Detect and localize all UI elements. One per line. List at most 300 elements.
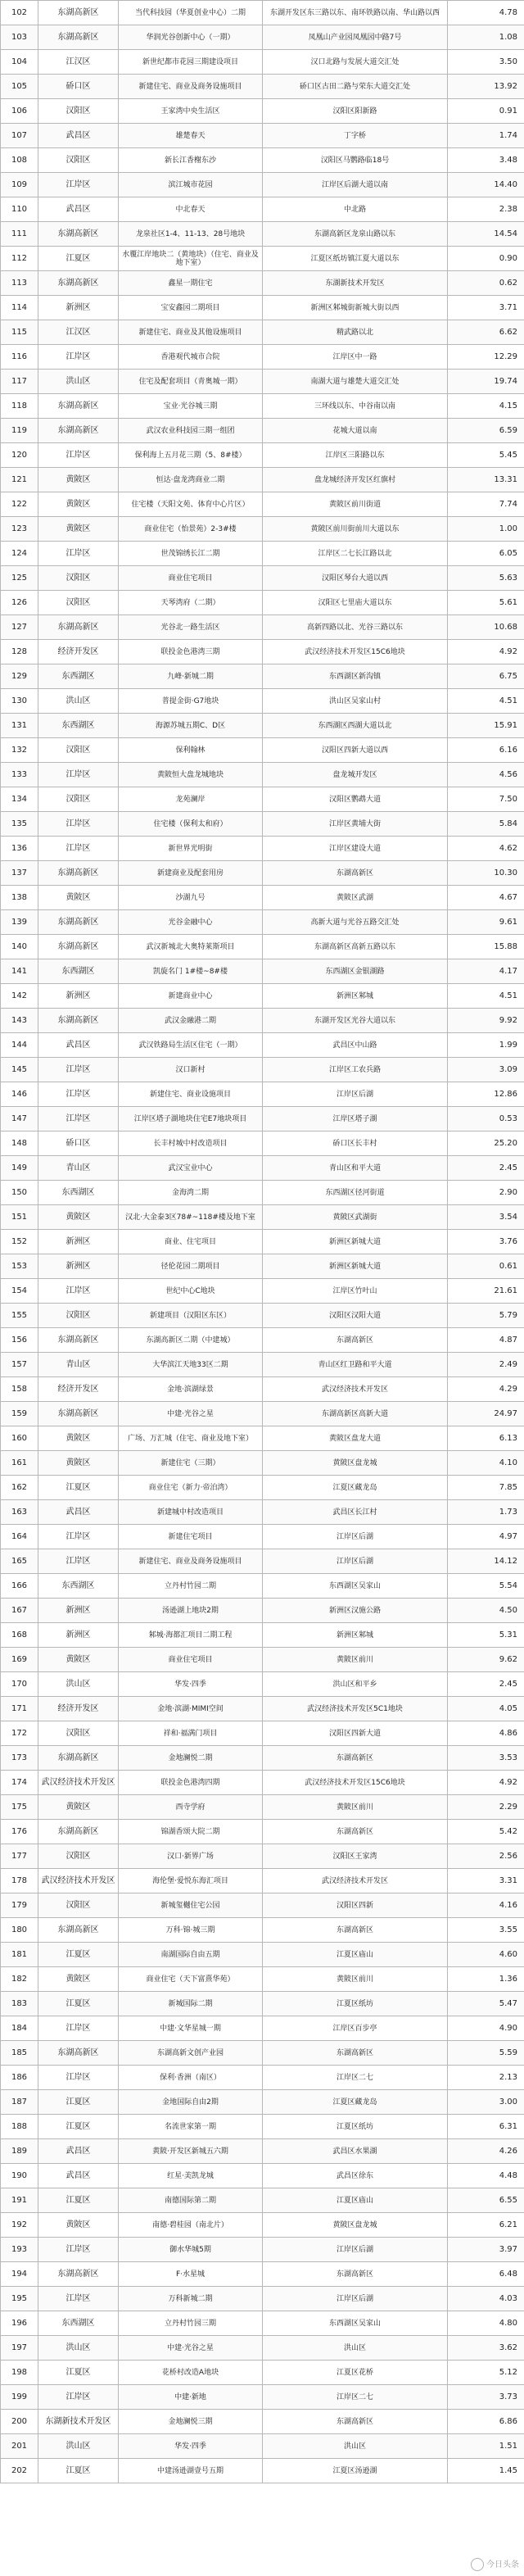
table-row	[1, 591, 524, 615]
location-cell: 武昌区长江村	[263, 1500, 448, 1525]
location-cell: 江夏区庙山	[263, 1943, 448, 1967]
row-number-cell: 102	[1, 1, 38, 25]
area-value-cell: 3.73	[448, 2385, 524, 2410]
area-value-cell: 6.62	[448, 320, 524, 345]
location-cell: 黄陂区武湖街	[263, 1205, 448, 1230]
area-value-cell: 15.88	[448, 935, 524, 959]
location-cell: 东湖开发区光谷大道以东	[263, 1009, 448, 1033]
table-row	[1, 2066, 524, 2090]
district-cell: 东湖高新区	[38, 1918, 119, 1943]
district-cell: 江夏区	[38, 2090, 119, 2115]
area-value-cell: 4.62	[448, 837, 524, 861]
district-cell: 新洲区	[38, 1623, 119, 1648]
district-cell: 江汉区	[38, 320, 119, 345]
table-row	[1, 394, 524, 419]
location-cell: 东湖高新区	[263, 1918, 448, 1943]
table-row	[1, 1771, 524, 1795]
area-value-cell: 3.71	[448, 296, 524, 320]
project-name-cell: 王家湾中央生活区	[119, 99, 263, 124]
district-cell: 武昌区	[38, 124, 119, 148]
district-cell: 洪山区	[38, 1672, 119, 1697]
location-cell: 新洲区邾城街新城大街以西	[263, 296, 448, 320]
district-cell: 新洲区	[38, 1230, 119, 1254]
area-value-cell: 5.47	[448, 1992, 524, 2016]
area-value-cell: 5.84	[448, 812, 524, 837]
row-number-cell: 149	[1, 1156, 38, 1181]
district-cell: 江岸区	[38, 763, 119, 787]
area-value-cell: 1.73	[448, 1500, 524, 1525]
district-cell: 东湖高新区	[38, 271, 119, 296]
area-value-cell: 6.21	[448, 2213, 524, 2238]
location-cell: 武昌区水果湖	[263, 2139, 448, 2164]
project-name-cell: 中建·光谷之星	[119, 2336, 263, 2361]
row-number-cell: 192	[1, 2213, 38, 2238]
area-value-cell: 1.99	[448, 1033, 524, 1058]
area-value-cell: 1.74	[448, 124, 524, 148]
table-row	[1, 2164, 524, 2188]
row-number-cell: 114	[1, 296, 38, 320]
row-number-cell: 147	[1, 1107, 38, 1132]
area-value-cell: 3.53	[448, 1746, 524, 1771]
area-value-cell: 21.61	[448, 1279, 524, 1304]
row-number-cell: 190	[1, 2164, 38, 2188]
area-value-cell: 4.56	[448, 763, 524, 787]
location-cell: 汉阳区四新大道以西	[263, 738, 448, 763]
area-value-cell: 6.59	[448, 419, 524, 443]
project-name-cell: 住宅及配套项目（青奥城一期）	[119, 370, 263, 394]
area-value-cell: 9.92	[448, 1009, 524, 1033]
area-value-cell: 7.85	[448, 1476, 524, 1500]
district-cell: 洪山区	[38, 2336, 119, 2361]
location-cell: 花城大道以南	[263, 419, 448, 443]
area-value-cell: 3.50	[448, 50, 524, 75]
table-row	[1, 2459, 524, 2483]
project-name-cell: 新建商业及配套用房	[119, 861, 263, 886]
area-value-cell: 6.05	[448, 542, 524, 566]
district-cell: 东湖高新区	[38, 222, 119, 247]
row-number-cell: 150	[1, 1181, 38, 1205]
district-cell: 洪山区	[38, 370, 119, 394]
district-cell: 江岸区	[38, 173, 119, 197]
location-cell: 江岸区后湖	[263, 1549, 448, 1574]
row-number-cell: 141	[1, 959, 38, 984]
project-name-cell: 金地澜悦二期	[119, 1746, 263, 1771]
location-cell: 汉阳区王家湾	[263, 1844, 448, 1869]
district-cell: 东西湖区	[38, 1181, 119, 1205]
area-value-cell: 1.08	[448, 25, 524, 50]
table-row	[1, 1697, 524, 1721]
district-cell: 东西湖区	[38, 2311, 119, 2336]
project-name-cell: 祥和·福满门项目	[119, 1721, 263, 1746]
row-number-cell: 156	[1, 1328, 38, 1353]
row-number-cell: 132	[1, 738, 38, 763]
table-row	[1, 148, 524, 173]
area-value-cell: 5.63	[448, 566, 524, 591]
row-number-cell: 193	[1, 2238, 38, 2262]
location-cell: 新洲区新城大道	[263, 1254, 448, 1279]
district-cell: 汉阳区	[38, 148, 119, 173]
table-row	[1, 1156, 524, 1181]
district-cell: 黄陂区	[38, 1205, 119, 1230]
area-value-cell: 0.91	[448, 99, 524, 124]
district-cell: 江岸区	[38, 1082, 119, 1107]
district-cell: 汉阳区	[38, 1893, 119, 1918]
table-row	[1, 345, 524, 370]
row-number-cell: 184	[1, 2016, 38, 2041]
location-cell: 东西湖区金银湖路	[263, 959, 448, 984]
area-value-cell: 0.90	[448, 247, 524, 271]
area-value-cell: 6.13	[448, 1426, 524, 1451]
location-cell: 江岸区三阳路以东	[263, 443, 448, 468]
project-name-cell: 汤逊湖上地块2期	[119, 1599, 263, 1623]
project-name-cell: 武汉金融港二期	[119, 1009, 263, 1033]
row-number-cell: 118	[1, 394, 38, 419]
area-value-cell: 5.12	[448, 2361, 524, 2385]
table-row	[1, 1623, 524, 1648]
project-name-cell: 当代科技园（华夏创业中心）二期	[119, 1, 263, 25]
location-cell: 青山区红卫路和平大道	[263, 1353, 448, 1377]
table-row	[1, 1721, 524, 1746]
location-cell: 江岸区二七长江路以北	[263, 542, 448, 566]
project-name-cell: 滨江城市花园	[119, 173, 263, 197]
table-row	[1, 1820, 524, 1844]
district-cell: 江岸区	[38, 2385, 119, 2410]
project-name-cell: 新建住宅、商业及商务设施项目	[119, 1549, 263, 1574]
row-number-cell: 180	[1, 1918, 38, 1943]
project-name-cell: 鑫星一期住宅	[119, 271, 263, 296]
row-number-cell: 120	[1, 443, 38, 468]
area-value-cell: 5.79	[448, 1304, 524, 1328]
project-name-cell: 商业住宅项目	[119, 566, 263, 591]
table-row	[1, 370, 524, 394]
location-cell: 东西湖区吴家山	[263, 1574, 448, 1599]
row-number-cell: 115	[1, 320, 38, 345]
table-row	[1, 1009, 524, 1033]
row-number-cell: 185	[1, 2041, 38, 2066]
district-cell: 江汉区	[38, 50, 119, 75]
location-cell: 江岸区竹叶山	[263, 1279, 448, 1304]
project-name-cell: 邾城·海都汇项目二期工程	[119, 1623, 263, 1648]
row-number-cell: 128	[1, 640, 38, 664]
row-number-cell: 177	[1, 1844, 38, 1869]
district-cell: 江岸区	[38, 1549, 119, 1574]
table-row	[1, 1746, 524, 1771]
table-row	[1, 640, 524, 664]
project-name-cell: 名流世家第一期	[119, 2115, 263, 2139]
area-value-cell: 9.61	[448, 910, 524, 935]
district-cell: 经济开发区	[38, 1697, 119, 1721]
table-row	[1, 1279, 524, 1304]
project-name-cell: 御水华城5期	[119, 2238, 263, 2262]
table-row	[1, 2287, 524, 2311]
area-value-cell: 1.36	[448, 1967, 524, 1992]
project-name-cell: 保利·香洲（南区）	[119, 2066, 263, 2090]
district-cell: 汉阳区	[38, 738, 119, 763]
district-cell: 硚口区	[38, 75, 119, 99]
location-cell: 东湖高新区	[263, 2041, 448, 2066]
row-number-cell: 175	[1, 1795, 38, 1820]
district-cell: 汉阳区	[38, 1304, 119, 1328]
area-value-cell: 5.61	[448, 591, 524, 615]
project-name-cell: 金海湾二期	[119, 1181, 263, 1205]
table-row	[1, 1648, 524, 1672]
location-cell: 汉阳区马鹦路临18号	[263, 148, 448, 173]
district-cell: 东湖高新区	[38, 1, 119, 25]
table-row	[1, 271, 524, 296]
location-cell: 硚口区长丰村	[263, 1132, 448, 1156]
location-cell: 盘龙城经济开发区红旗村	[263, 468, 448, 492]
location-cell: 江岸区黄埔大街	[263, 812, 448, 837]
area-value-cell: 3.48	[448, 148, 524, 173]
project-name-cell: 西寺学府	[119, 1795, 263, 1820]
district-cell: 武昌区	[38, 1500, 119, 1525]
project-name-cell: 香港观代城市合院	[119, 345, 263, 370]
location-cell: 江夏区花桥	[263, 2361, 448, 2385]
row-number-cell: 201	[1, 2434, 38, 2459]
table-row	[1, 1549, 524, 1574]
project-name-cell: 新世界光明街	[119, 837, 263, 861]
district-cell: 江岸区	[38, 2066, 119, 2090]
location-cell: 江夏区纸坊镇江夏大道以东	[263, 247, 448, 271]
project-name-cell: 大华滨江天地33区二期	[119, 1353, 263, 1377]
location-cell: 东湖高新区	[263, 2410, 448, 2434]
district-cell: 东湖高新区	[38, 1820, 119, 1844]
row-number-cell: 178	[1, 1869, 38, 1893]
area-value-cell: 10.68	[448, 615, 524, 640]
table-row	[1, 1205, 524, 1230]
district-cell: 武汉经济技术开发区	[38, 1869, 119, 1893]
table-row	[1, 910, 524, 935]
location-cell: 黄陂区前川街前川大道以东	[263, 517, 448, 542]
project-name-cell: 光谷北一路生活区	[119, 615, 263, 640]
row-number-cell: 143	[1, 1009, 38, 1033]
area-value-cell: 1.51	[448, 2434, 524, 2459]
district-cell: 东湖高新区	[38, 2041, 119, 2066]
table-row	[1, 1525, 524, 1549]
location-cell: 东西湖区西湖大道以北	[263, 714, 448, 738]
district-cell: 江岸区	[38, 345, 119, 370]
table-row	[1, 2336, 524, 2361]
district-cell: 江夏区	[38, 1943, 119, 1967]
table-row	[1, 861, 524, 886]
location-cell: 丁字桥	[263, 124, 448, 148]
location-cell: 武汉经济技术开发区	[263, 1377, 448, 1402]
row-number-cell: 121	[1, 468, 38, 492]
row-number-cell: 122	[1, 492, 38, 517]
district-cell: 硚口区	[38, 1132, 119, 1156]
area-value-cell: 2.38	[448, 197, 524, 222]
row-number-cell: 182	[1, 1967, 38, 1992]
table-row	[1, 1476, 524, 1500]
area-value-cell: 13.31	[448, 468, 524, 492]
location-cell: 江岸区工农兵路	[263, 1058, 448, 1082]
location-cell: 武汉经济技术开发区	[263, 1869, 448, 1893]
location-cell: 武昌区徐东	[263, 2164, 448, 2188]
table-row	[1, 615, 524, 640]
project-name-cell: 黄陂恒大盘龙城地块	[119, 763, 263, 787]
project-name-cell: 汉口·新界广场	[119, 1844, 263, 1869]
district-cell: 新洲区	[38, 296, 119, 320]
location-cell: 江岸区后湖	[263, 1525, 448, 1549]
table-row	[1, 2238, 524, 2262]
project-name-cell: 径伦花园二期项目	[119, 1254, 263, 1279]
area-value-cell: 4.26	[448, 2139, 524, 2164]
table-row	[1, 1402, 524, 1426]
project-name-cell: 保利海上五月花三期（5、8#楼）	[119, 443, 263, 468]
table-row	[1, 2041, 524, 2066]
location-cell: 东湖新技术开发区	[263, 271, 448, 296]
row-number-cell: 105	[1, 75, 38, 99]
watermark-text: 今日头条	[486, 2560, 519, 2569]
area-value-cell: 3.54	[448, 1205, 524, 1230]
district-cell: 汉阳区	[38, 566, 119, 591]
row-number-cell: 164	[1, 1525, 38, 1549]
project-name-cell: 南德国际第二期	[119, 2188, 263, 2213]
location-cell: 高新四路以北、光谷三路以东	[263, 615, 448, 640]
location-cell: 东湖高新区高新五路以东	[263, 935, 448, 959]
table-row	[1, 714, 524, 738]
area-value-cell: 3.76	[448, 1230, 524, 1254]
district-cell: 新洲区	[38, 1254, 119, 1279]
project-name-cell: 武汉农业科技园三期一组团	[119, 419, 263, 443]
project-name-cell: 联投金色港湾四期	[119, 1771, 263, 1795]
project-name-cell: 商业住宅项目	[119, 1648, 263, 1672]
row-number-cell: 172	[1, 1721, 38, 1746]
area-value-cell: 4.78	[448, 1, 524, 25]
district-cell: 东湖高新区	[38, 419, 119, 443]
project-name-cell: 万科新城二期	[119, 2287, 263, 2311]
table-row	[1, 1574, 524, 1599]
area-value-cell: 5.54	[448, 1574, 524, 1599]
table-row	[1, 2139, 524, 2164]
location-cell: 新洲区邾城	[263, 1623, 448, 1648]
project-name-cell: 住宅楼（保利太和府）	[119, 812, 263, 837]
district-cell: 黄陂区	[38, 492, 119, 517]
row-number-cell: 165	[1, 1549, 38, 1574]
row-number-cell: 188	[1, 2115, 38, 2139]
area-value-cell: 5.31	[448, 1623, 524, 1648]
row-number-cell: 113	[1, 271, 38, 296]
district-cell: 汉阳区	[38, 1844, 119, 1869]
row-number-cell: 104	[1, 50, 38, 75]
location-cell: 新洲区汉施公路	[263, 1599, 448, 1623]
table-row	[1, 197, 524, 222]
table-row	[1, 1353, 524, 1377]
area-value-cell: 0.53	[448, 1107, 524, 1132]
district-cell: 东湖高新区	[38, 1746, 119, 1771]
location-cell: 江夏区藏龙岛	[263, 1476, 448, 1500]
area-value-cell: 3.09	[448, 1058, 524, 1082]
table-row	[1, 689, 524, 714]
row-number-cell: 153	[1, 1254, 38, 1279]
project-name-cell: 南德·碧桂园（南北片）	[119, 2213, 263, 2238]
row-number-cell: 123	[1, 517, 38, 542]
district-cell: 东湖高新区	[38, 394, 119, 419]
table-row	[1, 1328, 524, 1353]
location-cell: 武汉经济技术开发区5C1地块	[263, 1697, 448, 1721]
area-value-cell: 3.55	[448, 1918, 524, 1943]
district-cell: 东西湖区	[38, 664, 119, 689]
row-number-cell: 158	[1, 1377, 38, 1402]
district-cell: 江夏区	[38, 2115, 119, 2139]
area-value-cell: 4.03	[448, 2287, 524, 2311]
row-number-cell: 129	[1, 664, 38, 689]
location-cell: 三环线以东、中谷南以南	[263, 394, 448, 419]
project-name-cell: 龙苑澜岸	[119, 787, 263, 812]
project-name-cell: 汉北·大金泰3区78#~118#楼及地下室	[119, 1205, 263, 1230]
project-name-cell: 中建·文华星城一期	[119, 2016, 263, 2041]
project-name-cell: 新建住宅、商业及商务设施项目	[119, 75, 263, 99]
district-cell: 江岸区	[38, 837, 119, 861]
table-row	[1, 664, 524, 689]
location-cell: 黄陂区前川街道	[263, 492, 448, 517]
area-value-cell: 4.80	[448, 2311, 524, 2336]
table-row	[1, 1451, 524, 1476]
district-cell: 武昌区	[38, 197, 119, 222]
area-value-cell: 2.45	[448, 1672, 524, 1697]
area-value-cell: 4.05	[448, 1697, 524, 1721]
table-row	[1, 296, 524, 320]
table-row	[1, 1795, 524, 1820]
location-cell: 东湖高新区	[263, 1746, 448, 1771]
location-cell: 汉阳区七里庙大道以东	[263, 591, 448, 615]
location-cell: 东湖高新区	[263, 1328, 448, 1353]
location-cell: 黄陂区武湖	[263, 886, 448, 910]
project-name-cell: 华润光谷创新中心（一期）	[119, 25, 263, 50]
table-row	[1, 1992, 524, 2016]
area-value-cell: 19.74	[448, 370, 524, 394]
table-row	[1, 542, 524, 566]
location-cell: 东湖高新区高新大道	[263, 1402, 448, 1426]
project-name-cell: 中建·新地	[119, 2385, 263, 2410]
area-value-cell: 1.00	[448, 517, 524, 542]
project-name-cell: 华发·四季	[119, 2434, 263, 2459]
district-cell: 汉阳区	[38, 591, 119, 615]
area-value-cell: 4.48	[448, 2164, 524, 2188]
project-name-cell: 普提金街·G7地块	[119, 689, 263, 714]
district-cell: 东湖高新区	[38, 1402, 119, 1426]
row-number-cell: 125	[1, 566, 38, 591]
row-number-cell: 112	[1, 247, 38, 271]
district-cell: 汉阳区	[38, 99, 119, 124]
location-cell: 汉阳区阳新路	[263, 99, 448, 124]
table-row	[1, 1918, 524, 1943]
row-number-cell: 183	[1, 1992, 38, 2016]
area-value-cell: 4.87	[448, 1328, 524, 1353]
row-number-cell: 138	[1, 886, 38, 910]
location-cell: 东湖高新区	[263, 1820, 448, 1844]
table-row	[1, 763, 524, 787]
district-cell: 江岸区	[38, 1107, 119, 1132]
row-number-cell: 189	[1, 2139, 38, 2164]
area-value-cell: 4.86	[448, 1721, 524, 1746]
table-row	[1, 1844, 524, 1869]
row-number-cell: 107	[1, 124, 38, 148]
table-row	[1, 75, 524, 99]
project-name-cell: 新长江香榭东沙	[119, 148, 263, 173]
row-number-cell: 169	[1, 1648, 38, 1672]
table-row	[1, 1254, 524, 1279]
location-cell: 东湖高新区	[263, 861, 448, 886]
location-cell: 武昌区中山路	[263, 1033, 448, 1058]
project-name-cell: 武汉宝业中心	[119, 1156, 263, 1181]
project-name-cell: 锦湖香颂大院二期	[119, 1820, 263, 1844]
area-value-cell: 3.97	[448, 2238, 524, 2262]
project-name-cell: 联投金色港湾三期	[119, 640, 263, 664]
table-row	[1, 1304, 524, 1328]
table-row	[1, 566, 524, 591]
area-value-cell: 4.97	[448, 1525, 524, 1549]
